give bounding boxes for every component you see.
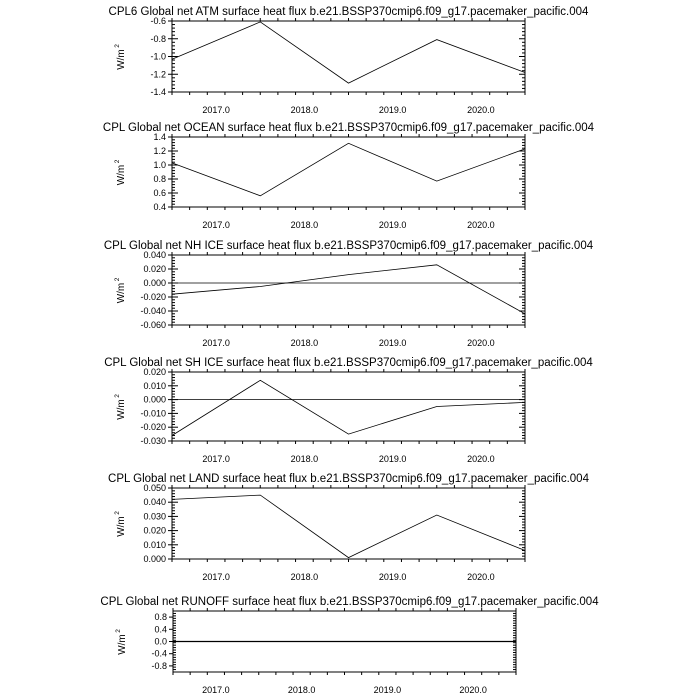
y-tick-label: 0.020 — [143, 367, 166, 377]
y-axis-label-superscript: 2 — [114, 511, 121, 515]
y-tick-label: 0.8 — [153, 174, 166, 184]
panel-title: CPL Global net SH ICE surface heat flux b.e21.BSSP370cmip6.f09_g17.pacemaker_pacific.004 — [104, 357, 593, 369]
x-tick-label: 2019.0 — [378, 105, 407, 115]
x-tick-label: 2020.0 — [467, 220, 495, 230]
y-tick-label: -0.020 — [140, 292, 166, 302]
panel-2 — [103, 122, 595, 230]
y-tick-label: -0.010 — [140, 408, 166, 419]
panel-title: CPL Global net LAND surface heat flux b.e21.BSSP370cmip6.f09_g17.pacemaker_pacific.004 — [108, 473, 589, 485]
plot-frame — [172, 21, 525, 92]
x-tick-label: 2017.0 — [202, 454, 230, 464]
panel-5 — [108, 473, 590, 582]
x-tick-label: 2020.0 — [467, 105, 495, 115]
y-axis-label-unit: W/m — [116, 516, 127, 537]
y-axis-label-unit: W/m — [116, 164, 127, 186]
x-tick-label: 2020.0 — [467, 338, 495, 348]
series-line — [172, 143, 525, 196]
plot-frame — [172, 137, 525, 207]
series-line — [172, 22, 525, 83]
plot-frame — [172, 488, 525, 559]
panel-1 — [109, 6, 589, 115]
y-tick-label: 0.8 — [154, 612, 167, 623]
y-axis-label — [114, 511, 127, 537]
x-tick-label: 2019.0 — [378, 454, 407, 464]
panel-title: CPL Global net OCEAN surface heat flux b.e21.BSSP370cmip6.f09_g17.pacemaker_pacific.004 — [102, 122, 595, 134]
y-axis-label-unit: W/m — [117, 634, 128, 655]
x-tick-label: 2019.0 — [378, 572, 407, 582]
y-tick-label: -1.2 — [150, 69, 166, 80]
y-tick-label: -0.8 — [151, 660, 167, 671]
x-tick-label: 2020.0 — [467, 454, 495, 464]
panel-4 — [104, 357, 593, 464]
plot-frame — [172, 255, 525, 325]
y-tick-label: 0.000 — [143, 554, 166, 564]
x-tick-label: 2019.0 — [378, 338, 407, 348]
x-tick-label: 2020.0 — [459, 685, 487, 695]
series-line — [172, 265, 525, 314]
series-line — [172, 380, 525, 435]
x-tick-label: 2018.0 — [290, 572, 319, 582]
y-tick-label: -0.030 — [140, 436, 166, 446]
panel-3 — [104, 240, 594, 348]
y-tick-label: 0.6 — [153, 188, 166, 198]
y-tick-label: -0.060 — [140, 320, 166, 330]
y-tick-label: 0.010 — [143, 380, 166, 391]
x-tick-label: 2017.0 — [202, 105, 230, 115]
y-axis-label — [114, 44, 127, 70]
y-tick-label: 0.000 — [143, 394, 166, 405]
y-axis-label-unit: W/m — [116, 49, 127, 70]
x-tick-label: 2018.0 — [290, 338, 319, 348]
y-tick-label: 0.020 — [143, 525, 166, 536]
y-tick-label: 0.4 — [154, 624, 167, 635]
y-tick-label: -1.4 — [150, 87, 166, 97]
x-tick-label: 2018.0 — [290, 454, 319, 464]
y-tick-label: -0.4 — [151, 648, 167, 659]
y-tick-label: 0.000 — [143, 278, 166, 288]
x-tick-label: 2017.0 — [202, 338, 230, 348]
x-tick-label: 2017.0 — [202, 220, 230, 230]
y-tick-label: 1.2 — [153, 146, 166, 156]
y-tick-label: 1.4 — [153, 132, 166, 142]
y-axis-label — [114, 277, 127, 303]
y-tick-label: 0.030 — [143, 511, 166, 522]
x-tick-label: 2017.0 — [202, 685, 230, 695]
x-tick-label: 2018.0 — [287, 685, 316, 695]
y-tick-label: 0.040 — [143, 497, 166, 508]
y-tick-label: 0.040 — [143, 250, 166, 260]
y-axis-label-superscript: 2 — [115, 629, 122, 633]
y-axis-label-unit: W/m — [116, 399, 127, 420]
y-axis-label-superscript: 2 — [114, 159, 121, 164]
y-tick-label: 0.0 — [154, 636, 167, 647]
x-tick-label: 2017.0 — [202, 572, 230, 582]
y-tick-label: 0.020 — [143, 264, 166, 274]
y-tick-label: -0.020 — [140, 422, 166, 433]
series-line — [172, 495, 525, 557]
y-tick-label: -0.040 — [140, 306, 166, 316]
x-tick-label: 2018.0 — [290, 220, 319, 230]
panel-title: CPL Global net RUNOFF surface heat flux b.e21.BSSP370cmip6.f09_g17.pacemaker_pacific.004 — [100, 596, 599, 608]
y-tick-label: -0.8 — [150, 33, 166, 44]
y-axis-label-unit: W/m — [116, 282, 127, 304]
y-tick-label: 0.050 — [143, 483, 166, 493]
y-tick-label: 1.0 — [153, 160, 166, 170]
y-axis-label — [114, 159, 127, 185]
y-tick-label: -0.6 — [150, 16, 166, 26]
x-tick-label: 2019.0 — [378, 220, 407, 230]
y-axis-label-superscript: 2 — [114, 394, 121, 398]
y-axis-label — [114, 394, 127, 420]
panel-6 — [100, 596, 599, 695]
x-tick-label: 2018.0 — [290, 105, 319, 115]
y-axis-label-superscript: 2 — [114, 44, 121, 48]
panel-title: CPL6 Global net ATM surface heat flux b.e21.BSSP370cmip6.f09_g17.pacemaker_pacific.004 — [108, 6, 589, 18]
x-tick-label: 2020.0 — [467, 572, 495, 582]
x-tick-label: 2019.0 — [373, 685, 402, 695]
y-tick-label: -1.0 — [150, 51, 166, 62]
y-axis-label — [115, 629, 128, 655]
y-tick-label: 0.010 — [143, 539, 166, 550]
y-tick-label: 0.4 — [153, 202, 166, 212]
plot-frame — [172, 372, 525, 441]
y-axis-label-superscript: 2 — [114, 277, 121, 282]
panel-title: CPL Global net NH ICE surface heat flux b.e21.BSSP370cmip6.f09_g17.pacemaker_pacific.004 — [103, 240, 594, 252]
